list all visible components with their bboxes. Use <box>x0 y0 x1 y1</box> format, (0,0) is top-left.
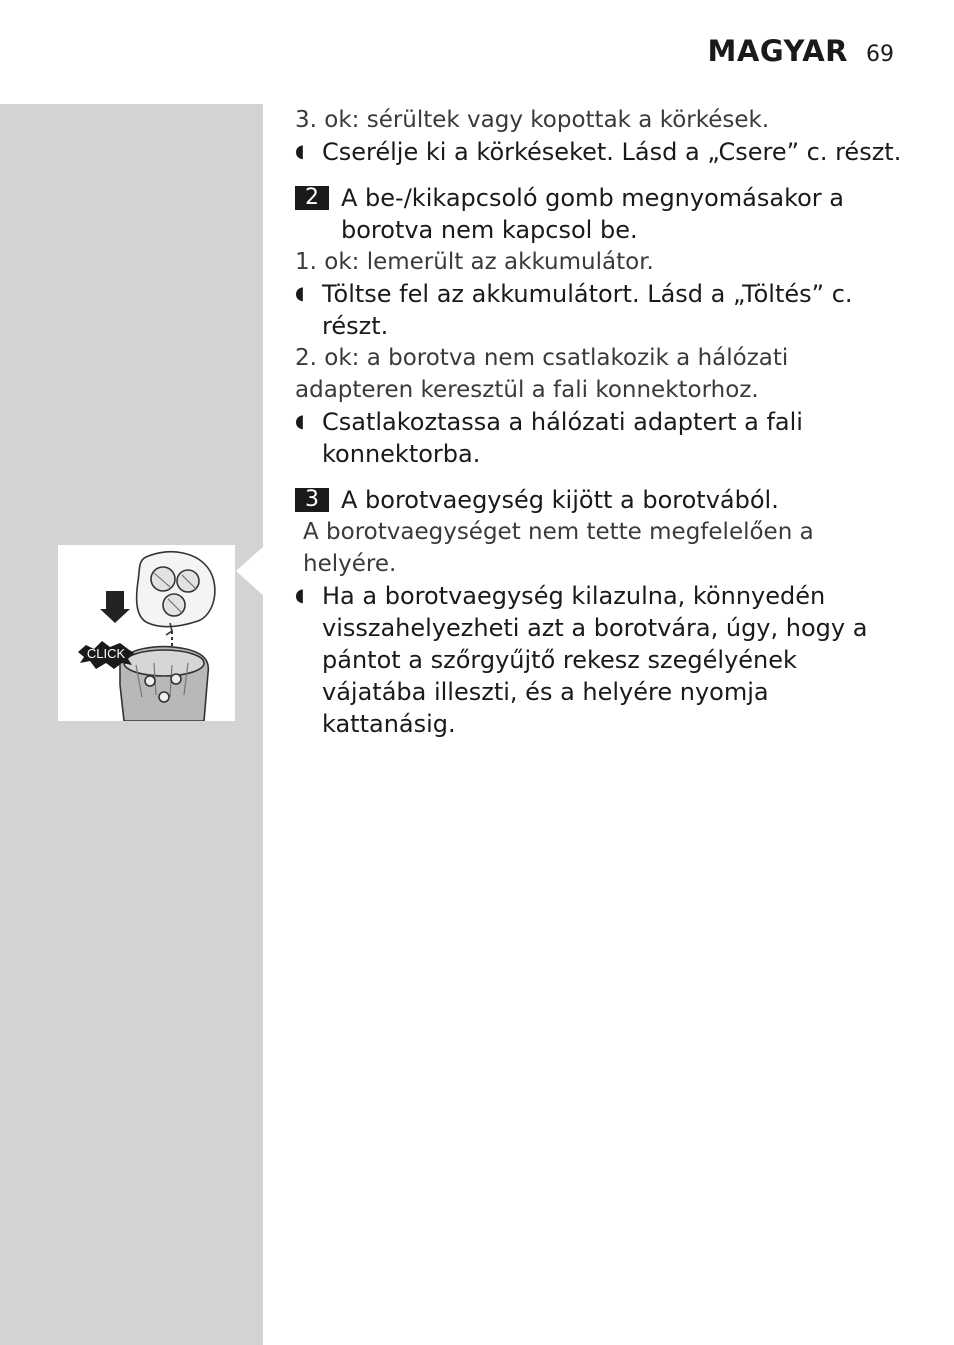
action-text: Cserélje ki a körkéseket. Lásd a „Csere” c. részt. <box>322 138 902 166</box>
action-item <box>295 136 905 168</box>
language-label: MAGYAR <box>707 34 848 68</box>
page-header <box>708 34 894 68</box>
bullet-marker-icon: ◖ <box>295 141 305 162</box>
problem-text: A be-/kikapcsoló gomb megnyomásakor a borotva nem kapcsol be. <box>341 184 845 244</box>
page-number: 69 <box>866 42 894 67</box>
shaver-figure <box>58 545 235 721</box>
cause-text: A borotvaegységet nem tette megfelelően a helyére. <box>303 519 814 577</box>
main-content <box>295 104 905 740</box>
problem-heading <box>295 182 905 246</box>
click-label: CLICK <box>86 646 126 661</box>
cause-text: 2. ok: a borotva nem csatlakozik a hálózati adapteren keresztül a fali konnektorhoz. <box>295 345 789 403</box>
shaver-illustration <box>58 545 235 721</box>
step-number: 2 <box>295 186 329 210</box>
action-text: Csatlakoztassa a hálózati adaptert a fali konnektorba. <box>322 408 803 468</box>
cause-text: 3. ok: sérültek vagy kopottak a körkések. <box>295 107 770 133</box>
action-item <box>295 406 905 470</box>
action-text: Töltse fel az akkumulátort. Lásd a „Töltés” c. részt. <box>322 280 853 340</box>
shaver-body <box>120 647 208 721</box>
shaving-head <box>137 552 215 635</box>
bullet-marker-icon: ◖ <box>295 411 305 432</box>
action-text: Ha a borotvaegység kilazulna, könnyedén visszahelyezheti azt a borotvára, úgy, hogy a pántot a szőrgyűjtő rekesz szegélyének vájatába illeszti, és a helyére nyomja kattanásig. <box>322 582 868 738</box>
figure-pointer <box>236 546 264 596</box>
problem-heading <box>295 484 905 516</box>
bullet-marker-icon: ◖ <box>295 585 305 606</box>
sidebar <box>0 104 263 1345</box>
down-arrow-icon <box>100 591 130 623</box>
action-item <box>295 278 905 342</box>
cause-text: 1. ok: lemerült az akkumulátor. <box>295 249 654 275</box>
action-item <box>295 580 905 740</box>
step-number: 3 <box>295 488 329 512</box>
bullet-marker-icon: ◖ <box>295 283 305 304</box>
problem-text: A borotvaegység kijött a borotvából. <box>341 486 779 514</box>
